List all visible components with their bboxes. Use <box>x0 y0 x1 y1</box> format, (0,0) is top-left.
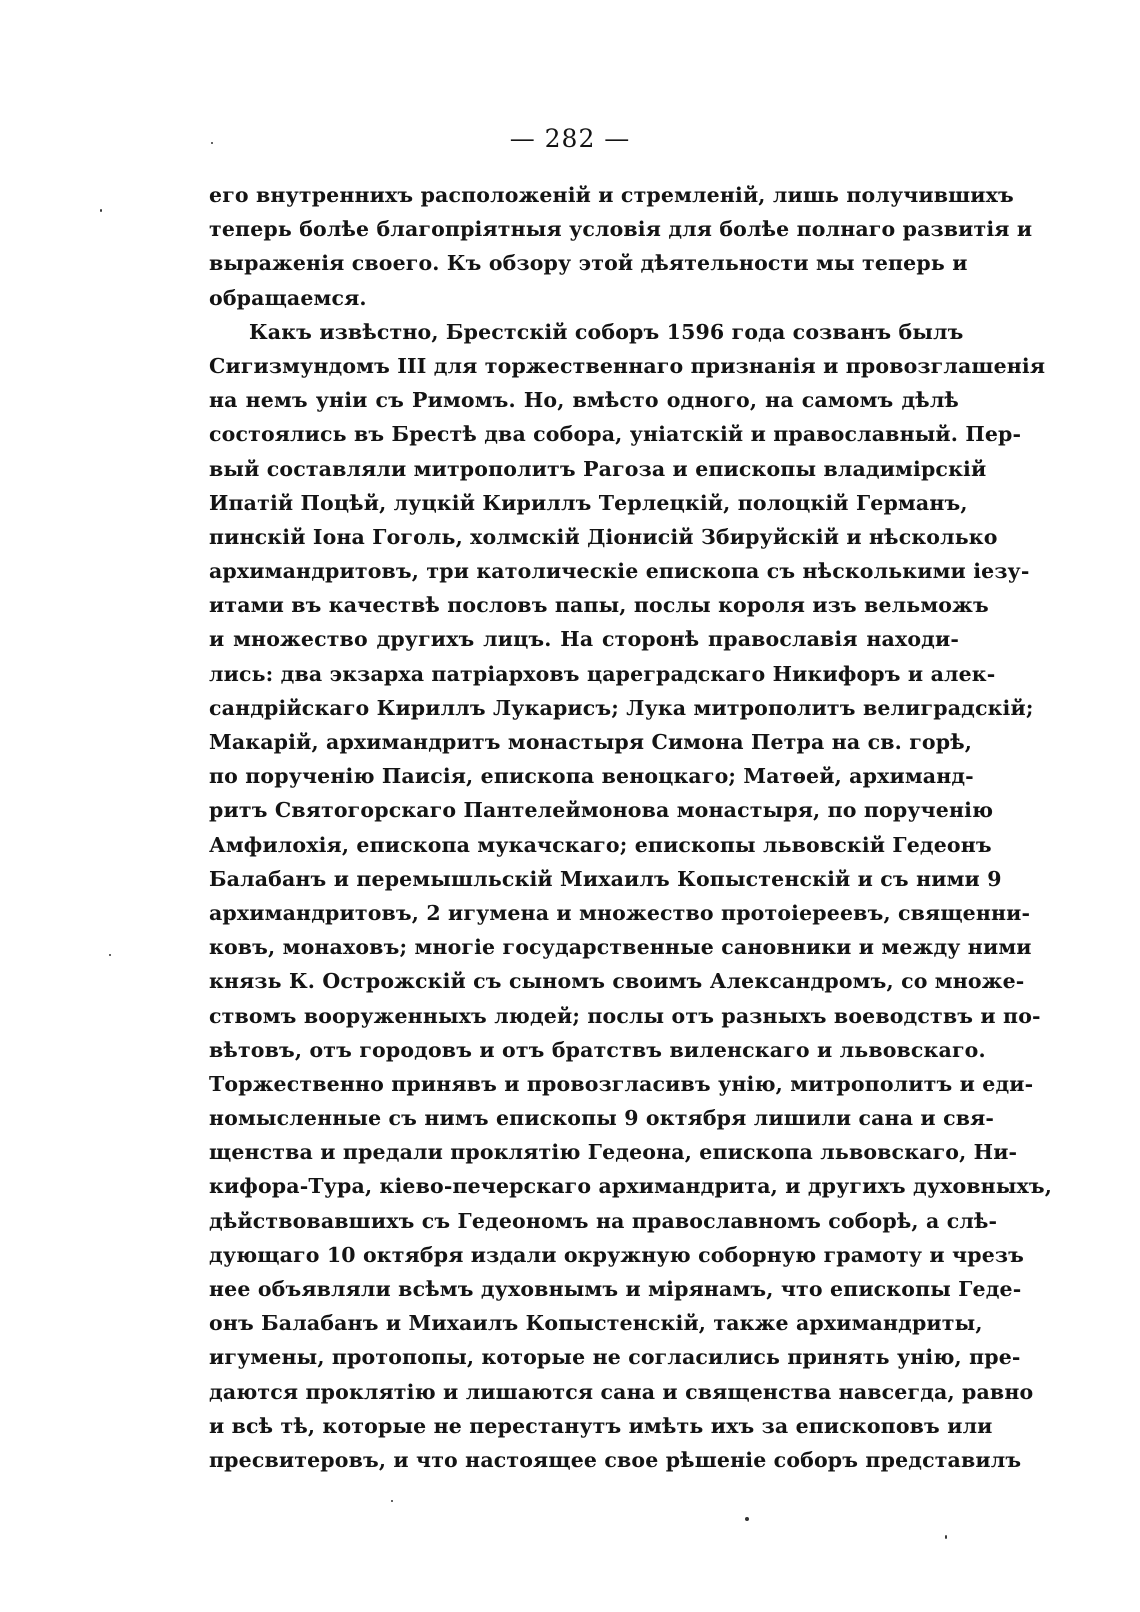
text-line: пресвитеровъ, и что настоящее свое рѣшеніе соборъ представилъ <box>209 1447 1022 1472</box>
text-line: состоялись въ Брестѣ два собора, уніатскій и православный. Пер- <box>209 422 1022 447</box>
text-line: по порученію Паисія, епископа веноцкаго; Матѳей, архиманд- <box>209 764 974 789</box>
text-line: нее объявляли всѣмъ духовнымъ и мірянамъ, что епископы Геде- <box>209 1277 1022 1301</box>
text-line: Сигизмундомъ III для торжественнаго признанія и провозглашенія <box>209 353 1046 378</box>
text-line: щенства и предали проклятію Гедеона, епископа львовскаго, Ни- <box>209 1140 1018 1165</box>
body-text <box>209 178 1053 1477</box>
text-line: Ипатій Поцѣй, луцкій Кириллъ Терлецкій, полоцкій Германъ, <box>209 490 968 515</box>
scan-speck <box>745 1517 749 1521</box>
text-line: Балабанъ и перемышльскій Михаилъ Копыстенскій и съ ними 9 <box>209 866 1002 891</box>
text-line: выраженія своего. Къ обзору этой дѣятельности мы теперь и <box>209 251 968 276</box>
text-line: вый составляли митрополитъ Рагоза и епископы владимірскій <box>209 456 987 481</box>
text-line: даются проклятію и лишаются сана и священства навсегда, равно <box>209 1379 1034 1404</box>
page-number: — 282 — <box>509 124 631 153</box>
text-line: архимандритовъ, три католическіе епископа съ нѣсколькими іезу- <box>209 559 1030 584</box>
scan-speck <box>211 142 213 144</box>
paragraph-first-line: Какъ извѣстно, Брестскій соборъ 1596 года созванъ былъ <box>249 319 964 344</box>
text-line: кифора-Тура, кіево-печерскаго архимандрита, и другихъ духовныхъ, <box>209 1174 1053 1199</box>
text-line: на немъ уніи съ Римомъ. Но, вмѣсто одного, на самомъ дѣлѣ <box>209 388 959 413</box>
scan-speck <box>391 1500 393 1502</box>
text-line: и множество другихъ лицъ. На сторонѣ православія находи- <box>209 627 959 652</box>
text-line: дующаго 10 октября издали окружную соборную грамоту и чрезъ <box>209 1242 1024 1267</box>
text-line: Торжественно принявъ и провозгласивъ унію, митрополитъ и еди- <box>209 1071 1034 1096</box>
text-line: сандрійскаго Кириллъ Лукарисъ; Лука митрополитъ велиградскій; <box>209 695 1034 720</box>
scan-speck <box>109 954 111 956</box>
text-line: обращаемся. <box>209 285 367 310</box>
text-line: и всѣ тѣ, которые не перестанутъ имѣть ихъ за епископовъ или <box>209 1413 993 1438</box>
text-line: пинскій Іона Гоголь, холмскій Діонисій Збируйскій и нѣсколько <box>209 524 998 549</box>
text-line: онъ Балабанъ и Михаилъ Копыстенскій, также архимандриты, <box>209 1311 983 1336</box>
text-line: Макарій, архимандритъ монастыря Симона Петра на св. горѣ, <box>209 730 973 754</box>
text-line: князь К. Острожскій съ сыномъ своимъ Александромъ, со множе- <box>209 969 1025 994</box>
text-line: номысленные съ нимъ епископы 9 октября лишили сана и свя- <box>209 1106 995 1131</box>
text-line: итами въ качествѣ пословъ папы, послы короля изъ вельможъ <box>209 593 989 618</box>
scan-speck <box>100 209 102 212</box>
scan-speck <box>945 1535 947 1539</box>
text-line: лись: два экзарха патріарховъ цареградскаго Никифоръ и алек- <box>209 661 996 686</box>
text-line: теперь болѣе благопріятныя условія для болѣе полнаго развитія и <box>209 217 1033 242</box>
text-line: игумены, протопопы, которые не согласились принять унію, пре- <box>209 1345 1021 1370</box>
text-line: вѣтовъ, отъ городовъ и отъ братствъ виленскаго и львовскаго. <box>209 1037 986 1062</box>
text-line: дѣйствовавшихъ съ Гедеономъ на православномъ соборѣ, а слѣ- <box>209 1208 998 1233</box>
text-line: архимандритовъ, 2 игумена и множество протоіереевъ, священни- <box>209 900 1031 925</box>
text-line: ковъ, монаховъ; многіе государственные сановники и между ними <box>209 935 1032 960</box>
text-line: его внутреннихъ расположеній и стремленій, лишь получившихъ <box>209 183 1014 207</box>
text-line: Амфилохія, епископа мукачскаго; епископы львовскій Гедеонъ <box>209 832 992 857</box>
text-line: ритъ Святогорскаго Пантелеймонова монастыря, по порученію <box>209 798 994 823</box>
text-line: ствомъ вооруженныхъ людей; послы отъ разныхъ воеводствъ и по- <box>209 1003 1041 1028</box>
